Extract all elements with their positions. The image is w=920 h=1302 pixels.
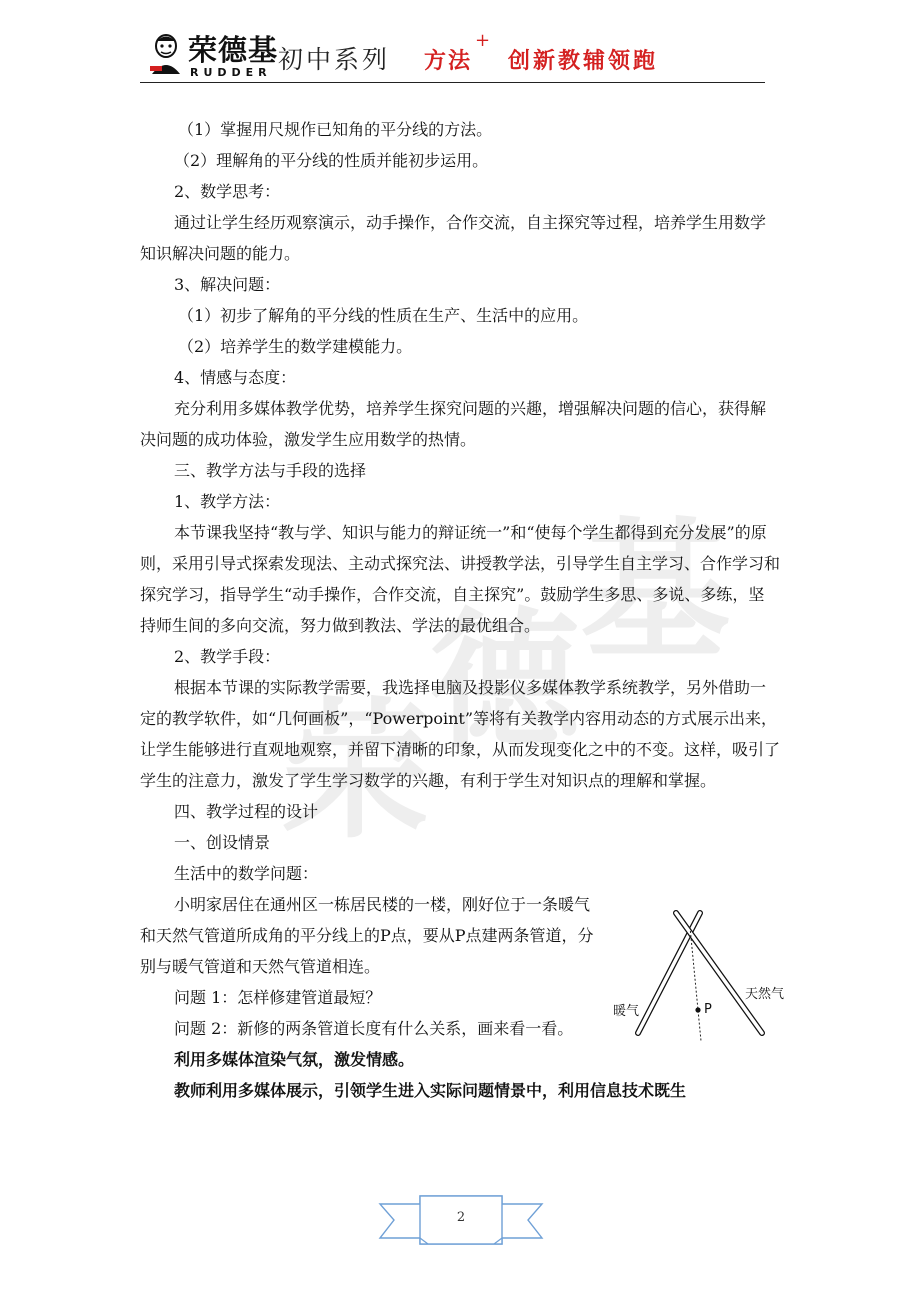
heating-label: 暖气 [613,1004,640,1019]
paragraph: 1、教学方法： [174,492,281,511]
paragraph: 3、解决问题： [174,275,281,294]
brand-logo-icon [148,32,184,76]
pipe-diagram [610,905,800,1045]
paragraph: 问题 2：新修的两条管道长度有什么关系，画来看一看。 [174,1019,574,1038]
watermark-char: 荣 [280,685,431,859]
paragraph: 本节课我坚持“教与学、知识与能力的辩证统一”和“使每个学生都得到充分发展”的原则，采用引导式探索发现法、主动式探究法、讲授教学法，引导学生自主学习、合作学习和探究学习，指导学生“动手操作，合作交流，自主探究”。鼓励学生多思、多说、多练，坚持师生间的多向交流，努力做到教法、学法的最优组合。 [140,523,781,635]
paragraph: 小明家居住在通州区一栋居民楼的一楼，刚好位于一条暖气和天然气管道所成角的平分线上的P点，要从P点建两条管道，分别与暖气管道和天然气管道相连。 [140,895,594,976]
paragraph-bold: 教师利用多媒体展示，引领学生进入实际问题情景中，利用信息技术既生 [174,1081,687,1100]
paragraph: 2、数学思考： [174,182,281,201]
paragraph: 通过让学生经历观察演示，动手操作，合作交流，自主探究等过程，培养学生用数学知识解决问题的能力。 [140,213,767,263]
paragraph: 2、教学手段： [174,647,281,666]
gas-label: 天然气 [745,987,785,1002]
paragraph: 充分利用多媒体教学优势，培养学生探究问题的兴趣，增强解决问题的信心，获得解决问题的成功体验，激发学生应用数学的热情。 [140,399,767,449]
paragraph: 4、情感与态度： [174,368,297,387]
paragraph: 问题 1：怎样修建管道最短？ [174,988,382,1007]
brand-name: 荣德基 [188,33,279,67]
paragraph: 根据本节课的实际教学需要，我选择电脑及投影仪多媒体教学系统教学，另外借助一定的教学软件，如“几何画板”，“Powerpoint”等将有关教学内容用动态的方式展示出来，让学生能够进行直观地观察，并留下清晰的印象，从而发现变化之中的不变。这样，吸引了学生的注意力，激发了学生学习数学的兴趣，有利于学生对知识点的理解和掌握。 [140,678,781,790]
series-title: 初中系列 [278,45,391,74]
point-p [695,1007,700,1012]
plus-sign: + [475,30,491,51]
paragraph: （1）掌握用尺规作已知角的平分线的方法。 [178,120,493,139]
paragraph: （2）培养学生的数学建模能力。 [178,337,413,356]
brand-name-en: RUDDER [190,66,272,79]
section-heading: 四、教学过程的设计 [174,802,319,821]
paragraph: 生活中的数学问题： [174,864,319,883]
header-divider [140,82,765,83]
watermark-char: 基 [580,505,731,679]
point-label: P [704,1002,712,1017]
section-heading: 三、教学方法与手段的选择 [174,461,367,480]
paragraph: 一、创设情景 [174,833,271,852]
paragraph-bold: 利用多媒体渲染气氛，激发情感。 [174,1050,415,1069]
slogan: 创新教辅领跑 [508,48,659,74]
page-number-ribbon [378,1182,544,1252]
page-number: 2 [456,1210,466,1225]
pipe-diagram-svg [610,905,800,1045]
method-label: 方法 [424,48,473,74]
page-header [140,28,765,84]
paragraph: （2）理解角的平分线的性质并能初步运用。 [174,151,489,170]
watermark-char: 德 [430,595,581,769]
paragraph: （1）初步了解角的平分线的性质在生产、生活中的应用。 [178,306,589,325]
